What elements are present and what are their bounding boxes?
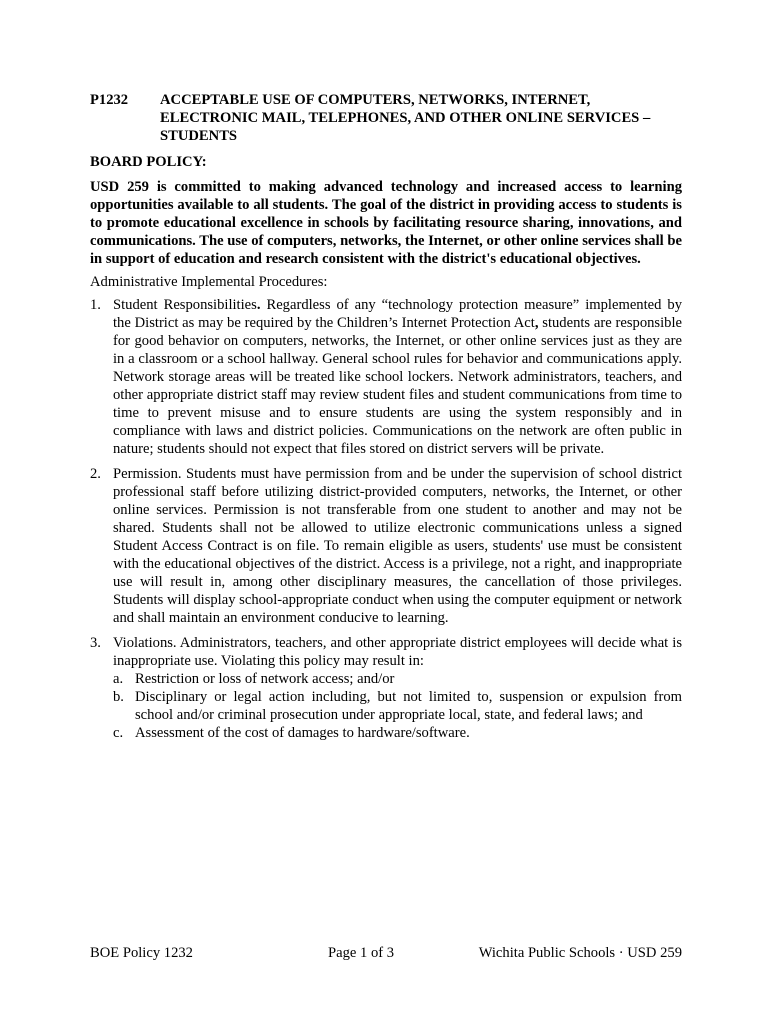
item-text: Permission. Students must have permission from and be under the supervision of school district professional staff before utilizing district-provided computers, networks, the Internet, or other online services. Permission is not transferable from one student to another and may not be shared. Students shall not be allowed to utilize electronic communications unless a signed Student Access Contract is on file. To remain eligible as users, students' use must be consistent with the educational objectives of the district. Access is a privilege, not a right, and inappropriate use will result in, among other disciplinary measures, the cancellation of those privileges. Students will display school-appropriate conduct when using the computer equipment or network and shall maintain an environment conducive to learning. [113,466,682,626]
item-comma: , [534,315,539,331]
board-policy-label: BOARD POLICY: [90,154,207,170]
sub-item [113,688,682,724]
list-item [90,465,682,627]
sub-item-letter: b. [113,689,124,705]
item-text: Violations. Administrators, teachers, and other appropriate district employees will decide what is inappropriate use. Violating this policy may result in: [113,635,682,669]
sub-item-text: Assessment of the cost of damages to hardware/software. [135,725,470,741]
footer-organization: Wichita Public Schools · USD 259 [478,945,682,961]
item-number: 1. [90,297,101,313]
sub-item-text: Disciplinary or legal action including, but not limited to, suspension or expulsion from school and/or criminal prosecution under appropriate local, state, and federal laws; and [135,689,682,723]
item-lead: Student Responsibilities [113,297,257,313]
item-text-part: students are responsible for good behavior on computers, networks, the Internet, or other online services just as they are in a classroom or a school hallway. General school rules for behavior and communications apply. Network storage areas will be treated like school lockers. Network administrators, teachers, and other appropriate district staff may review student files and student communications from time to time to prevent misuse and to ensure students are using the system responsibly and in compliance with laws and district policies. Communications on the network are often public in nature; students should not expect that files stored on district servers will be private. [113,315,682,457]
item-number: 3. [90,635,101,651]
page-footer [90,944,682,962]
list-item [90,296,682,458]
board-policy-text: USD 259 is committed to making advanced technology and increased access to learning opportunities available to all students. The goal of the district in providing access to students is to promote educational excellence in schools by facilitating resource sharing, innovations, and communications. The use of computers, networks, the Internet, or other online services shall be in support of education and research consistent with the district's educational objectives. [90,179,682,267]
item-number: 2. [90,466,101,482]
footer-policy-id: BOE Policy 1232 [90,945,193,961]
policy-title [160,91,682,145]
sub-item [113,670,682,688]
item-body [113,634,682,742]
policy-number: P1232 [90,92,129,108]
item-text [113,296,682,458]
sub-item-text: Restriction or loss of network access; and/or [135,671,395,687]
admin-procedures-heading: Administrative Implemental Procedures: [90,274,328,290]
policy-title-line: ACCEPTABLE USE OF COMPUTERS, NETWORKS, INTERNET, [160,92,591,108]
list-item [90,634,682,742]
footer-page-number: Page 1 of 3 [328,945,395,961]
sub-item-letter: c. [113,725,124,741]
policy-header [90,91,682,145]
document-page [90,91,682,749]
policy-title-line: ELECTRONIC MAIL, TELEPHONES, AND OTHER ONLINE SERVICES – [160,110,651,126]
sub-item-letter: a. [113,671,124,687]
policy-title-line: STUDENTS [160,128,238,144]
procedures-list [90,296,682,742]
item-text-part: Regardless of any “technology protection measure” implemented by the District as may be required by the Children’s Internet Protection Act [113,297,682,331]
item-lead-punct: . [256,297,261,313]
sub-item [113,724,682,742]
